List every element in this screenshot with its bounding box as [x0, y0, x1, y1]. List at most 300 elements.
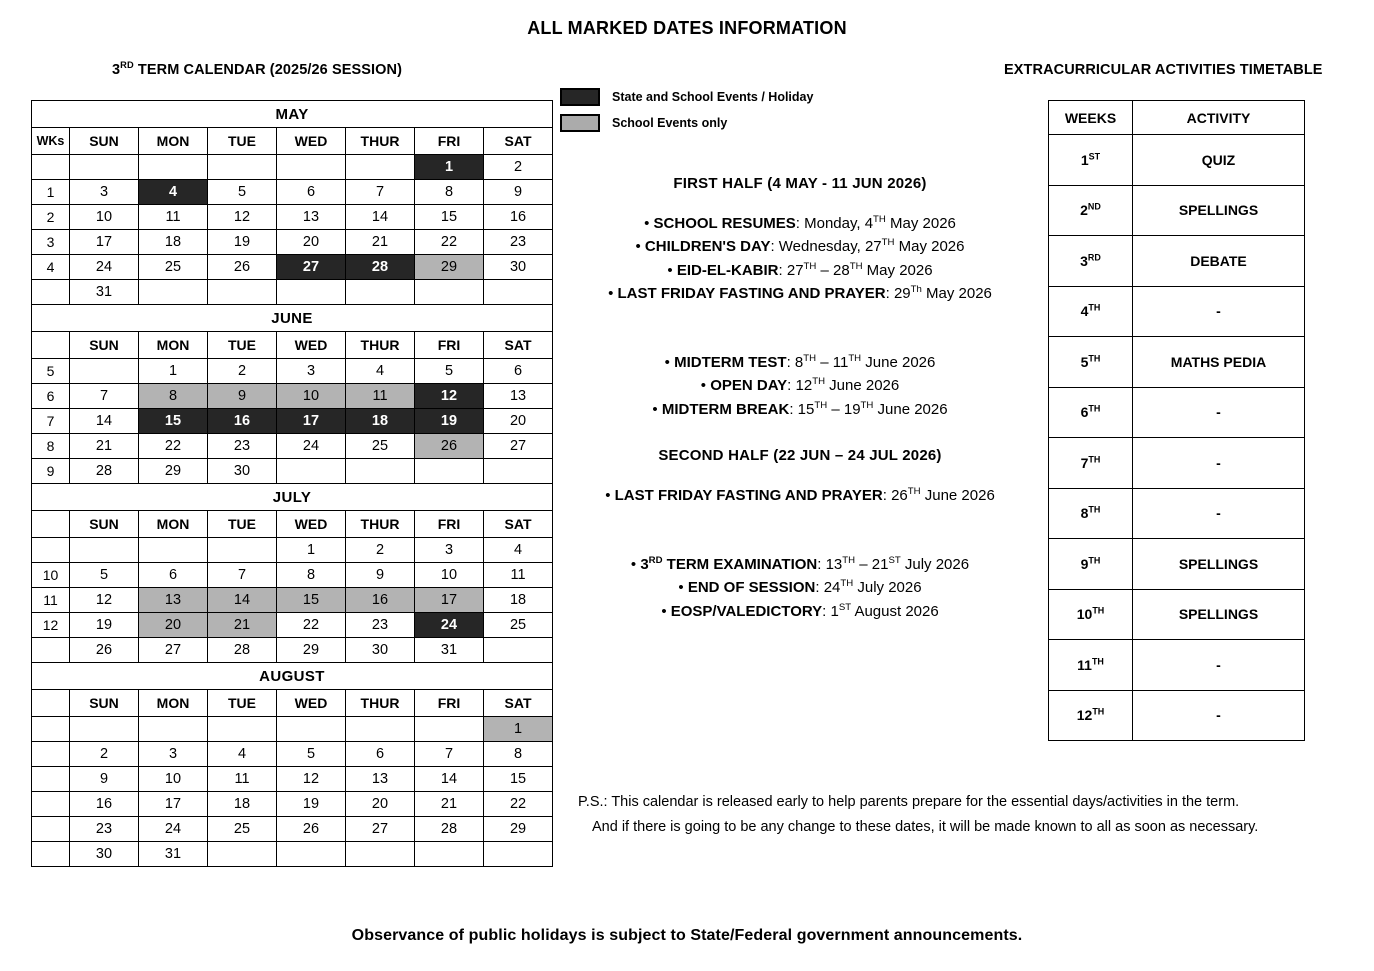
calendar-empty-cell — [70, 155, 139, 180]
extracurricular-header-activity: ACTIVITY — [1133, 101, 1305, 135]
calendar-day-cell[interactable]: 28 — [346, 255, 415, 280]
extracurricular-table — [1048, 100, 1305, 741]
calendar-dow-sat: SAT — [484, 511, 553, 538]
calendar-day-cell[interactable]: 7 — [415, 742, 484, 767]
calendar-day-cell[interactable]: 16 — [346, 588, 415, 613]
calendar-month-name: JULY — [32, 484, 553, 511]
extracurricular-row — [1049, 589, 1305, 640]
calendar-day-cell[interactable]: 1 — [484, 717, 553, 742]
extracurricular-week-label: 3RD — [1049, 236, 1133, 287]
calendar-week-row — [32, 409, 553, 434]
calendar-day-cell[interactable]: 23 — [346, 613, 415, 638]
calendar-dow-row — [32, 690, 553, 717]
calendar-week-number — [32, 538, 70, 563]
calendar-day-cell[interactable]: 23 — [70, 817, 139, 842]
calendar-dow-thur: THUR — [346, 511, 415, 538]
calendar-day-cell[interactable]: 22 — [484, 792, 553, 817]
calendar-day-cell[interactable]: 3 — [70, 180, 139, 205]
calendar-day-cell[interactable]: 16 — [70, 792, 139, 817]
calendar-week-row — [32, 459, 553, 484]
extracurricular-activity-label: - — [1133, 286, 1305, 337]
calendar-week-row — [32, 434, 553, 459]
calendar-week-row — [32, 817, 553, 842]
calendar-day-cell[interactable]: 12 — [208, 205, 277, 230]
calendar-empty-cell — [346, 459, 415, 484]
calendar-dow-tue: TUE — [208, 511, 277, 538]
calendar-day-cell[interactable]: 25 — [139, 255, 208, 280]
calendar-day-cell[interactable]: 1 — [139, 359, 208, 384]
calendar-day-cell[interactable]: 4 — [346, 359, 415, 384]
calendar-day-cell[interactable]: 5 — [208, 180, 277, 205]
calendar-empty-cell — [415, 280, 484, 305]
calendar-dow-tue: TUE — [208, 332, 277, 359]
calendar-week-row — [32, 638, 553, 663]
calendar-day-cell[interactable]: 28 — [208, 638, 277, 663]
calendar-day-cell[interactable]: 15 — [139, 409, 208, 434]
calendar-empty-cell — [208, 155, 277, 180]
calendar-empty-cell — [277, 717, 346, 742]
calendar-day-cell[interactable]: 31 — [415, 638, 484, 663]
calendar-day-cell[interactable]: 2 — [70, 742, 139, 767]
calendar-dow-sun: SUN — [70, 511, 139, 538]
calendar-week-row — [32, 563, 553, 588]
calendar-day-cell[interactable]: 18 — [484, 588, 553, 613]
calendar-day-cell[interactable]: 20 — [139, 613, 208, 638]
marked-date-item: • 3RD TERM EXAMINATION: 13TH – 21ST July 2026 — [630, 555, 970, 573]
calendar-week-row — [32, 155, 553, 180]
extracurricular-heading: EXTRACURRICULAR ACTIVITIES TIMETABLE — [1004, 62, 1323, 78]
calendar-empty-cell — [139, 155, 208, 180]
calendar-day-cell[interactable]: 30 — [346, 638, 415, 663]
calendar-day-cell[interactable]: 4 — [484, 538, 553, 563]
calendar-day-cell[interactable]: 14 — [415, 767, 484, 792]
calendar-dow-sat: SAT — [484, 128, 553, 155]
extracurricular-header-row — [1049, 101, 1305, 135]
calendar-empty-cell — [484, 459, 553, 484]
calendar-dow-sat: SAT — [484, 332, 553, 359]
calendar-week-row — [32, 280, 553, 305]
calendar-day-cell[interactable]: 9 — [70, 767, 139, 792]
extracurricular-week-label: 4TH — [1049, 286, 1133, 337]
calendar-day-cell[interactable]: 17 — [139, 792, 208, 817]
calendar-day-cell[interactable]: 13 — [277, 205, 346, 230]
calendar-day-cell[interactable]: 21 — [346, 230, 415, 255]
extracurricular-row — [1049, 135, 1305, 186]
second-half-title: SECOND HALF (22 JUN – 24 JUL 2026) — [658, 446, 942, 464]
calendar-day-cell[interactable]: 27 — [139, 638, 208, 663]
calendar-dow-fri: FRI — [415, 332, 484, 359]
calendar-week-number: 11 — [32, 588, 70, 613]
second-half-item-list — [572, 484, 1028, 507]
calendar-empty-cell — [208, 280, 277, 305]
extracurricular-week-label: 1ST — [1049, 135, 1133, 186]
calendar-week-number — [32, 280, 70, 305]
calendar-day-cell[interactable]: 25 — [208, 817, 277, 842]
calendar-day-cell[interactable]: 20 — [277, 230, 346, 255]
calendar-day-cell[interactable]: 6 — [484, 359, 553, 384]
calendar-week-row — [32, 588, 553, 613]
calendar-day-cell[interactable]: 10 — [415, 563, 484, 588]
extracurricular-row — [1049, 185, 1305, 236]
extracurricular-week-label: 6TH — [1049, 387, 1133, 438]
calendar-day-cell[interactable]: 27 — [277, 255, 346, 280]
calendar-empty-cell — [346, 155, 415, 180]
calendar-month-row — [32, 484, 553, 511]
calendar-dow-wed: WED — [277, 332, 346, 359]
calendar-dow-tue: TUE — [208, 690, 277, 717]
calendar-day-cell[interactable]: 17 — [277, 409, 346, 434]
calendar-dow-mon: MON — [139, 332, 208, 359]
extracurricular-activities — [1048, 100, 1305, 741]
calendar-day-cell[interactable]: 6 — [277, 180, 346, 205]
calendar-day-cell[interactable]: 5 — [415, 359, 484, 384]
calendar-day-cell[interactable]: 11 — [484, 563, 553, 588]
calendar-empty-cell — [415, 842, 484, 867]
calendar-day-cell[interactable]: 14 — [70, 409, 139, 434]
marked-date-item: • END OF SESSION: 24TH July 2026 — [678, 578, 922, 597]
calendar-empty-cell — [208, 842, 277, 867]
calendar-day-cell[interactable]: 29 — [415, 255, 484, 280]
calendar-week-number: 7 — [32, 409, 70, 434]
calendar-day-cell[interactable]: 24 — [139, 817, 208, 842]
calendar-week-row — [32, 792, 553, 817]
calendar-day-cell[interactable]: 4 — [139, 180, 208, 205]
calendar-day-cell[interactable]: 22 — [277, 613, 346, 638]
calendar-day-cell[interactable]: 29 — [139, 459, 208, 484]
calendar-dow-sat: SAT — [484, 690, 553, 717]
calendar-day-cell[interactable]: 21 — [415, 792, 484, 817]
calendar-day-cell[interactable]: 30 — [484, 255, 553, 280]
extracurricular-row — [1049, 438, 1305, 489]
calendar-week-number — [32, 638, 70, 663]
calendar-day-cell[interactable]: 7 — [70, 384, 139, 409]
calendar-day-cell[interactable]: 19 — [208, 230, 277, 255]
calendar-day-cell[interactable]: 9 — [208, 384, 277, 409]
legend-item-dark — [560, 86, 813, 108]
calendar-day-cell[interactable]: 21 — [70, 434, 139, 459]
calendar-day-cell[interactable]: 6 — [139, 563, 208, 588]
extracurricular-row — [1049, 387, 1305, 438]
calendar-day-cell[interactable]: 19 — [277, 792, 346, 817]
extracurricular-activity-label: - — [1133, 438, 1305, 489]
extracurricular-week-label: 10TH — [1049, 589, 1133, 640]
calendar-dow-fri: FRI — [415, 511, 484, 538]
extracurricular-activity-label: - — [1133, 640, 1305, 691]
calendar-day-cell[interactable]: 11 — [208, 767, 277, 792]
calendar-week-number — [32, 767, 70, 792]
calendar-day-cell[interactable]: 13 — [139, 588, 208, 613]
marked-date-item: • LAST FRIDAY FASTING AND PRAYER: 26TH June 2026 — [605, 485, 995, 504]
calendar-week-row — [32, 613, 553, 638]
calendar-empty-cell — [277, 842, 346, 867]
calendar-wks-header — [32, 332, 70, 359]
calendar-empty-cell — [484, 842, 553, 867]
calendar-day-cell[interactable]: 18 — [346, 409, 415, 434]
calendar-day-cell[interactable]: 5 — [277, 742, 346, 767]
calendar-week-number: 5 — [32, 359, 70, 384]
calendar-empty-cell — [277, 280, 346, 305]
postscript-line-1: P.S.: This calendar is released early to help parents prepare for the essential days/activities in the term. — [578, 794, 1240, 810]
extracurricular-row — [1049, 488, 1305, 539]
calendar-empty-cell — [277, 155, 346, 180]
calendar-day-cell[interactable]: 1 — [415, 155, 484, 180]
calendar-day-cell[interactable]: 18 — [139, 230, 208, 255]
calendar-dow-sun: SUN — [70, 332, 139, 359]
calendar-week-row — [32, 255, 553, 280]
calendar-week-number — [32, 817, 70, 842]
calendar-day-cell[interactable]: 20 — [346, 792, 415, 817]
calendar-day-cell[interactable]: 4 — [208, 742, 277, 767]
calendar-empty-cell — [70, 359, 139, 384]
calendar-dow-mon: MON — [139, 511, 208, 538]
calendar-empty-cell — [346, 280, 415, 305]
calendar-day-cell[interactable]: 16 — [484, 205, 553, 230]
calendar-wks-header — [32, 511, 70, 538]
calendar-day-cell[interactable]: 13 — [484, 384, 553, 409]
calendar-day-cell[interactable]: 15 — [484, 767, 553, 792]
calendar-week-row — [32, 230, 553, 255]
calendar-dow-mon: MON — [139, 690, 208, 717]
calendar-empty-cell — [415, 459, 484, 484]
calendar-day-cell[interactable]: 24 — [415, 613, 484, 638]
calendar-day-cell[interactable]: 21 — [208, 613, 277, 638]
calendar-day-cell[interactable]: 18 — [208, 792, 277, 817]
calendar-heading-ordinal-suffix: RD — [120, 60, 134, 71]
calendar-week-number: 12 — [32, 613, 70, 638]
calendar-dow-wed: WED — [277, 128, 346, 155]
calendar-dow-fri: FRI — [415, 690, 484, 717]
calendar-dow-row — [32, 511, 553, 538]
calendar-day-cell[interactable]: 15 — [277, 588, 346, 613]
calendar-week-number — [32, 792, 70, 817]
calendar-day-cell[interactable]: 14 — [208, 588, 277, 613]
legend-item-gray — [560, 112, 813, 134]
marked-date-item: • MIDTERM BREAK: 15TH – 19TH June 2026 — [652, 399, 948, 418]
calendar-week-number: 4 — [32, 255, 70, 280]
calendar-day-cell[interactable]: 8 — [277, 563, 346, 588]
calendar-week-row — [32, 538, 553, 563]
calendar-day-cell[interactable]: 9 — [484, 180, 553, 205]
calendar-month-row — [32, 305, 553, 332]
calendar-day-cell[interactable]: 2 — [484, 155, 553, 180]
calendar-week-row — [32, 180, 553, 205]
calendar-week-number: 8 — [32, 434, 70, 459]
marked-date-item: • CHILDREN'S DAY: Wednesday, 27TH May 2026 — [635, 237, 965, 256]
calendar-day-cell[interactable]: 8 — [415, 180, 484, 205]
calendar-dow-thur: THUR — [346, 690, 415, 717]
calendar-week-number — [32, 742, 70, 767]
calendar-month-row — [32, 101, 553, 128]
calendar-month-name: MAY — [32, 101, 553, 128]
calendar-day-cell[interactable]: 23 — [484, 230, 553, 255]
marked-date-item: • OPEN DAY: 12TH June 2026 — [700, 376, 900, 395]
calendar-day-cell[interactable]: 10 — [70, 205, 139, 230]
calendar-day-cell[interactable]: 11 — [346, 384, 415, 409]
marked-date-item: • LAST FRIDAY FASTING AND PRAYER: 29Th May 2026 — [608, 283, 992, 302]
calendar-empty-cell — [484, 638, 553, 663]
calendar-day-cell[interactable]: 2 — [346, 538, 415, 563]
calendar-day-cell[interactable]: 12 — [415, 384, 484, 409]
term-calendar — [31, 100, 552, 867]
extracurricular-week-label: 2ND — [1049, 185, 1133, 236]
calendar-day-cell[interactable]: 7 — [208, 563, 277, 588]
extracurricular-activity-label: QUIZ — [1133, 135, 1305, 186]
calendar-dow-sun: SUN — [70, 690, 139, 717]
calendar-day-cell[interactable]: 15 — [415, 205, 484, 230]
extracurricular-row — [1049, 337, 1305, 388]
calendar-day-cell[interactable]: 8 — [139, 384, 208, 409]
calendar-empty-cell — [346, 842, 415, 867]
calendar-day-cell[interactable]: 19 — [70, 613, 139, 638]
calendar-week-number: 2 — [32, 205, 70, 230]
calendar-day-cell[interactable]: 22 — [139, 434, 208, 459]
calendar-day-cell[interactable]: 11 — [139, 205, 208, 230]
calendar-day-cell[interactable]: 30 — [208, 459, 277, 484]
calendar-week-row — [32, 384, 553, 409]
calendar-day-cell[interactable]: 24 — [70, 255, 139, 280]
calendar-day-cell[interactable]: 3 — [277, 359, 346, 384]
calendar-day-cell[interactable]: 26 — [277, 817, 346, 842]
marked-date-item: • EID-EL-KABIR: 27TH – 28TH May 2026 — [667, 260, 933, 279]
calendar-week-number — [32, 842, 70, 867]
calendar-day-cell[interactable]: 31 — [70, 280, 139, 305]
calendar-month-name: JUNE — [32, 305, 553, 332]
calendar-day-cell[interactable]: 19 — [415, 409, 484, 434]
marked-date-item: • MIDTERM TEST: 8TH – 11TH June 2026 — [664, 353, 936, 371]
calendar-day-cell[interactable]: 25 — [346, 434, 415, 459]
calendar-week-row — [32, 842, 553, 867]
marked-date-item: • SCHOOL RESUMES: Monday, 4TH May 2026 — [644, 214, 956, 232]
calendar-week-number: 9 — [32, 459, 70, 484]
calendar-day-cell[interactable]: 5 — [70, 563, 139, 588]
calendar-day-cell[interactable]: 26 — [70, 638, 139, 663]
calendar-dow-fri: FRI — [415, 128, 484, 155]
marked-date-item: • EOSP/VALEDICTORY: 1ST August 2026 — [661, 601, 939, 620]
extracurricular-activity-label: - — [1133, 387, 1305, 438]
postscript-line-2: And if there is going to be any change to these dates, it will be made known to all as soon as necessary. — [592, 819, 1259, 836]
first-half-item-list — [572, 212, 1028, 305]
extracurricular-week-label: 7TH — [1049, 438, 1133, 489]
extracurricular-activity-label: DEBATE — [1133, 236, 1305, 287]
calendar-day-cell[interactable]: 9 — [346, 563, 415, 588]
calendar-empty-cell — [139, 717, 208, 742]
calendar-day-cell[interactable]: 8 — [484, 742, 553, 767]
calendar-day-cell[interactable]: 16 — [208, 409, 277, 434]
calendar-day-cell[interactable]: 24 — [277, 434, 346, 459]
extracurricular-header-weeks: WEEKS — [1049, 101, 1133, 135]
calendar-dow-sun: SUN — [70, 128, 139, 155]
extracurricular-week-label: 9TH — [1049, 539, 1133, 590]
marked-dates-notes — [572, 175, 1028, 623]
calendar-day-cell[interactable]: 14 — [346, 205, 415, 230]
legend-swatch-dark-icon — [560, 88, 600, 106]
calendar-day-cell[interactable]: 17 — [415, 588, 484, 613]
extracurricular-row — [1049, 236, 1305, 287]
extracurricular-row — [1049, 539, 1305, 590]
calendar-empty-cell — [208, 538, 277, 563]
extracurricular-week-label: 8TH — [1049, 488, 1133, 539]
calendar-day-cell[interactable]: 3 — [415, 538, 484, 563]
calendar-day-cell[interactable]: 12 — [70, 588, 139, 613]
calendar-week-row — [32, 359, 553, 384]
calendar-day-cell[interactable]: 27 — [346, 817, 415, 842]
calendar-week-row — [32, 205, 553, 230]
calendar-day-cell[interactable]: 1 — [277, 538, 346, 563]
calendar-dow-thur: THUR — [346, 128, 415, 155]
calendar-week-row — [32, 767, 553, 792]
legend-label-dark: State and School Events / Holiday — [612, 90, 814, 104]
calendar-empty-cell — [70, 717, 139, 742]
calendar-day-cell[interactable]: 26 — [415, 434, 484, 459]
extracurricular-activity-label: - — [1133, 690, 1305, 741]
calendar-day-cell[interactable]: 3 — [139, 742, 208, 767]
calendar-day-cell[interactable]: 10 — [277, 384, 346, 409]
calendar-week-number: 10 — [32, 563, 70, 588]
calendar-day-cell[interactable]: 28 — [70, 459, 139, 484]
calendar-week-number — [32, 155, 70, 180]
legend — [560, 86, 813, 138]
calendar-dow-tue: TUE — [208, 128, 277, 155]
calendar-empty-cell — [208, 717, 277, 742]
calendar-day-cell[interactable]: 17 — [70, 230, 139, 255]
calendar-week-row — [32, 742, 553, 767]
calendar-day-cell[interactable]: 23 — [208, 434, 277, 459]
extracurricular-activity-label: SPELLINGS — [1133, 185, 1305, 236]
calendar-day-cell[interactable]: 10 — [139, 767, 208, 792]
extracurricular-week-label: 5TH — [1049, 337, 1133, 388]
calendar-month-name: AUGUST — [32, 663, 553, 690]
calendar-month-row — [32, 663, 553, 690]
calendar-wks-header: WKs — [32, 128, 70, 155]
postscript-note — [578, 790, 1353, 841]
calendar-day-cell[interactable]: 27 — [484, 434, 553, 459]
calendar-table — [31, 100, 553, 867]
calendar-day-cell[interactable]: 28 — [415, 817, 484, 842]
extracurricular-row — [1049, 690, 1305, 741]
calendar-day-cell[interactable]: 29 — [484, 817, 553, 842]
extracurricular-week-label: 12TH — [1049, 690, 1133, 741]
legend-swatch-gray-icon — [560, 114, 600, 132]
calendar-day-cell[interactable]: 7 — [346, 180, 415, 205]
calendar-day-cell[interactable]: 25 — [484, 613, 553, 638]
calendar-day-cell[interactable]: 22 — [415, 230, 484, 255]
calendar-dow-wed: WED — [277, 690, 346, 717]
calendar-day-cell[interactable]: 6 — [346, 742, 415, 767]
calendar-day-cell[interactable]: 2 — [208, 359, 277, 384]
calendar-day-cell[interactable]: 13 — [346, 767, 415, 792]
calendar-day-cell[interactable]: 30 — [70, 842, 139, 867]
calendar-week-number: 6 — [32, 384, 70, 409]
calendar-week-number — [32, 717, 70, 742]
calendar-dow-row — [32, 332, 553, 359]
extracurricular-activity-label: SPELLINGS — [1133, 589, 1305, 640]
calendar-day-cell[interactable]: 26 — [208, 255, 277, 280]
calendar-day-cell[interactable]: 12 — [277, 767, 346, 792]
calendar-heading-prefix: 3 — [112, 62, 121, 78]
calendar-dow-thur: THUR — [346, 332, 415, 359]
calendar-week-number: 3 — [32, 230, 70, 255]
extracurricular-row — [1049, 286, 1305, 337]
extracurricular-row — [1049, 640, 1305, 691]
calendar-day-cell[interactable]: 31 — [139, 842, 208, 867]
calendar-week-row — [32, 717, 553, 742]
extracurricular-activity-label: - — [1133, 488, 1305, 539]
calendar-empty-cell — [70, 538, 139, 563]
first-half-title: FIRST HALF (4 MAY - 11 JUN 2026) — [673, 175, 927, 192]
calendar-day-cell[interactable]: 20 — [484, 409, 553, 434]
calendar-day-cell[interactable]: 29 — [277, 638, 346, 663]
midterm-item-list — [572, 351, 1028, 421]
